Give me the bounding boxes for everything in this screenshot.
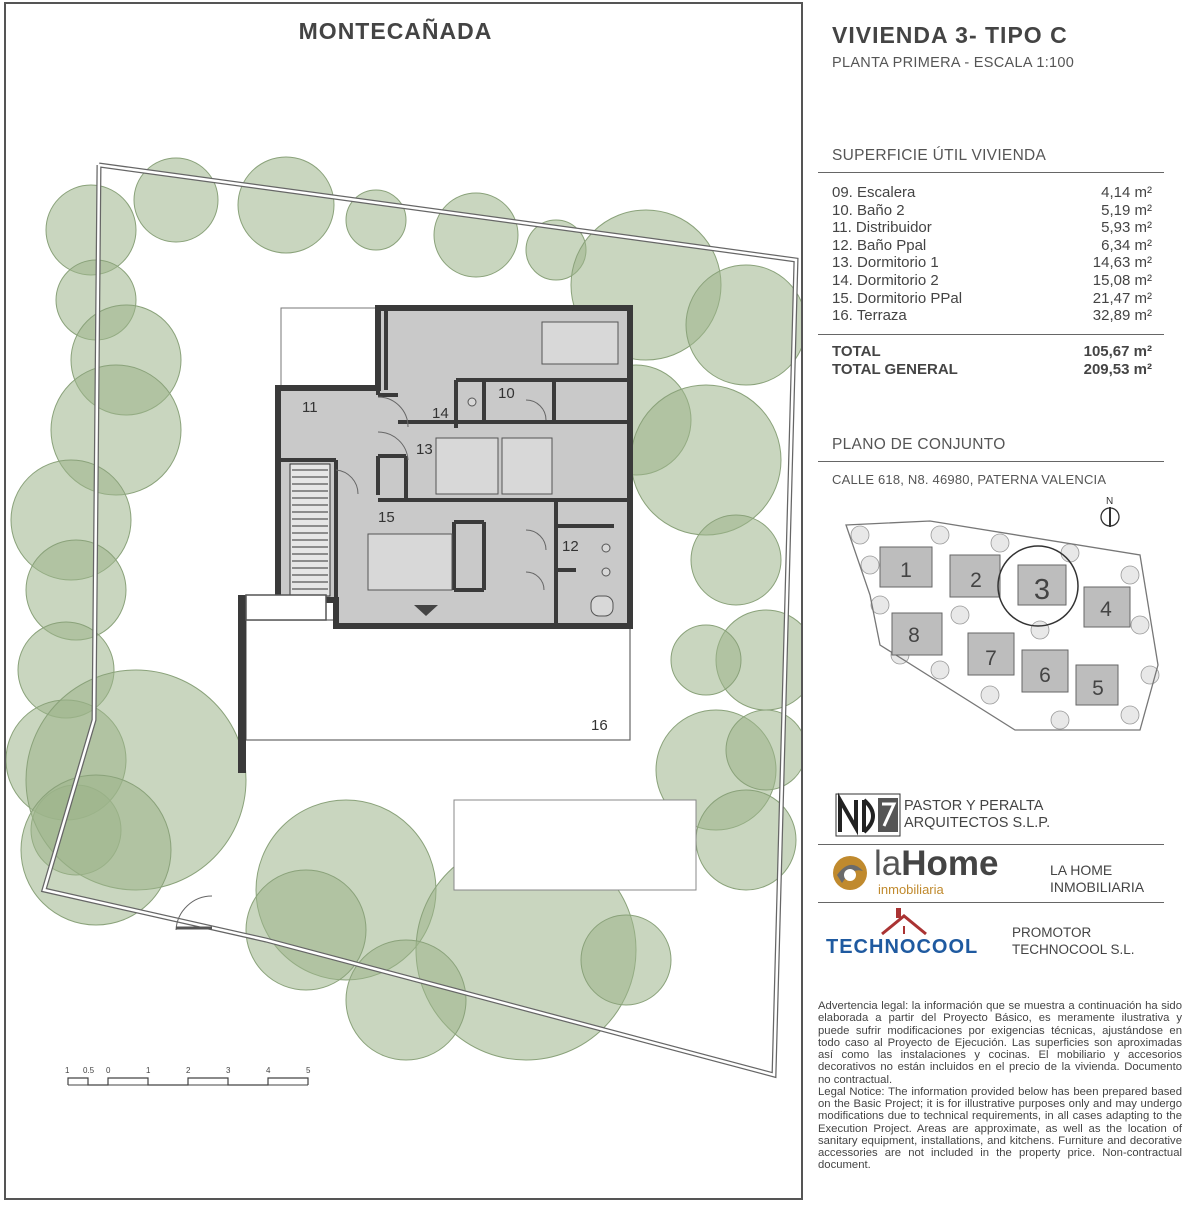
- room-label-15: 15: [378, 509, 395, 526]
- room-label-10: 10: [498, 385, 515, 402]
- room-label-13: 13: [416, 441, 433, 458]
- tree-canopy: [238, 157, 334, 253]
- lot-label: 5: [1092, 677, 1104, 700]
- svg-text:3: 3: [226, 1066, 231, 1075]
- lot-label: 1: [900, 559, 912, 582]
- lahome-name: LA HOME INMOBILIARIA: [1050, 862, 1145, 895]
- address: CALLE 618, N8. 46980, PATERNA VALENCIA: [832, 472, 1107, 487]
- site-tree: [1141, 666, 1159, 684]
- site-tree: [931, 661, 949, 679]
- lot-label: 7: [985, 647, 997, 670]
- technocool-brand: TECHNOCOOL: [826, 936, 979, 958]
- site-tree: [1051, 711, 1069, 729]
- terrace-wall: [238, 595, 246, 773]
- svg-text:0: 0: [106, 1066, 111, 1075]
- svg-text:N: N: [1106, 496, 1114, 507]
- total-row: TOTAL 105,67 m²: [832, 343, 1152, 360]
- site-tree: [931, 526, 949, 544]
- north-arrow-icon: [1101, 496, 1119, 527]
- site-tree: [1131, 616, 1149, 634]
- site-plan: [840, 495, 1170, 755]
- site-tree: [991, 534, 1009, 552]
- staircase: [290, 464, 330, 596]
- site-tree: [1121, 706, 1139, 724]
- void-area: [281, 308, 378, 388]
- legal-notice: [818, 1000, 1182, 1172]
- lot-label: 6: [1039, 664, 1051, 687]
- table-row: 09. Escalera 4,14 m²: [832, 184, 1152, 201]
- svg-text:1: 1: [146, 1066, 151, 1075]
- divider: [818, 334, 1164, 335]
- site-tree: [861, 556, 879, 574]
- table-row: 14. Dormitorio 2 15,08 m²: [832, 271, 1152, 289]
- divider: [818, 902, 1164, 903]
- legal-en: Legal Notice: The information provided below has been prepared based on the Basic Project; it is for illustrative purposes only and may undergo modifications due to technical requirements, in all cases adapting to the Execution Project. Areas are approximate, as well as the location of sanitary equipment, installations, and kitchens. Furniture and decorative accessories are not included in the property price. Non-contractual document.: [818, 1085, 1182, 1172]
- svg-text:2: 2: [186, 1066, 191, 1075]
- unit-title: VIVIENDA 3- TIPO C: [832, 22, 1068, 48]
- unit-subtitle: PLANTA PRIMERA - ESCALA 1:100: [832, 55, 1075, 71]
- scale-bar: [65, 1066, 311, 1085]
- total-general-row: TOTAL GENERAL 209,53 m²: [832, 361, 1152, 378]
- pool: [454, 800, 696, 890]
- tree-canopy: [246, 870, 366, 990]
- divider: [818, 172, 1164, 173]
- site-tree: [1031, 621, 1049, 639]
- site-tree: [981, 686, 999, 704]
- architect-logo-icon: [834, 792, 902, 838]
- site-tree: [951, 606, 969, 624]
- tree-canopy: [631, 385, 781, 535]
- table-row: 12. Baño Ppal 6,34 m²: [832, 236, 1152, 254]
- room-label-11: 11: [302, 399, 318, 416]
- lahome-logo-icon: [830, 853, 870, 893]
- terrace-area: [246, 620, 630, 740]
- tree-canopy: [581, 915, 671, 1005]
- table-row: 11. Distribuidor 5,93 m²: [832, 219, 1152, 237]
- svg-text:0.5: 0.5: [83, 1066, 95, 1075]
- legal-es: Advertencia legal: la información que se muestra a continuación ha sido elaborada a partir del Proyecto Básico, es meramente ilustrativa y puede sufrir modificaciones por exigencias técnicas, ajustándose en todo caso al Proyecto de Ejecución. Las superficies son aproximadas así como las instalaciones y cocinas. El mobiliario y accesorios decorativos no están incluidos en el precio de la vivienda. Documento no contractual.: [818, 1000, 1182, 1086]
- technocool-roof-icon: [878, 906, 930, 938]
- site-tree: [1121, 566, 1139, 584]
- room-label-14: 14: [432, 405, 449, 422]
- lot-label: 2: [970, 569, 982, 592]
- site-heading: PLANO DE CONJUNTO: [832, 436, 1006, 453]
- promotor-name: PROMOTOR TECHNOCOOL S.L.: [1012, 925, 1135, 957]
- plan-title: MONTECAÑADA: [298, 18, 493, 44]
- table-row: 15. Dormitorio PPal 21,47 m²: [832, 289, 1152, 307]
- area-table: [832, 184, 1152, 325]
- tree-canopy: [346, 940, 466, 1060]
- divider: [818, 461, 1164, 462]
- svg-text:5: 5: [306, 1066, 311, 1075]
- floor-plan: [6, 60, 801, 1198]
- lot-label-highlighted: 3: [1033, 574, 1051, 606]
- svg-text:4: 4: [266, 1066, 271, 1075]
- site-tree: [1061, 544, 1079, 562]
- site-tree: [851, 526, 869, 544]
- tree-canopy: [434, 193, 518, 277]
- table-row: 10. Baño 2 5,19 m²: [832, 201, 1152, 219]
- room-label-16: 16: [591, 717, 608, 734]
- lot-label: 8: [908, 624, 920, 647]
- tree-canopy: [726, 710, 801, 790]
- lahome-sub: inmobiliaria: [878, 882, 944, 897]
- tree-canopy: [691, 515, 781, 605]
- lahome-brand: laHome: [874, 844, 999, 883]
- tree-canopy: [671, 625, 741, 695]
- tree-canopy: [686, 265, 801, 385]
- architect-name: PASTOR Y PERALTA ARQUITECTOS S.L.P.: [904, 798, 1051, 831]
- lot-label: 4: [1100, 598, 1112, 621]
- area-heading: SUPERFICIE ÚTIL VIVIENDA: [832, 147, 1047, 164]
- svg-text:1: 1: [65, 1066, 70, 1075]
- room-label-12: 12: [562, 538, 579, 555]
- table-row: 13. Dormitorio 1 14,63 m²: [832, 254, 1152, 272]
- table-row: 16. Terraza 32,89 m²: [832, 307, 1152, 325]
